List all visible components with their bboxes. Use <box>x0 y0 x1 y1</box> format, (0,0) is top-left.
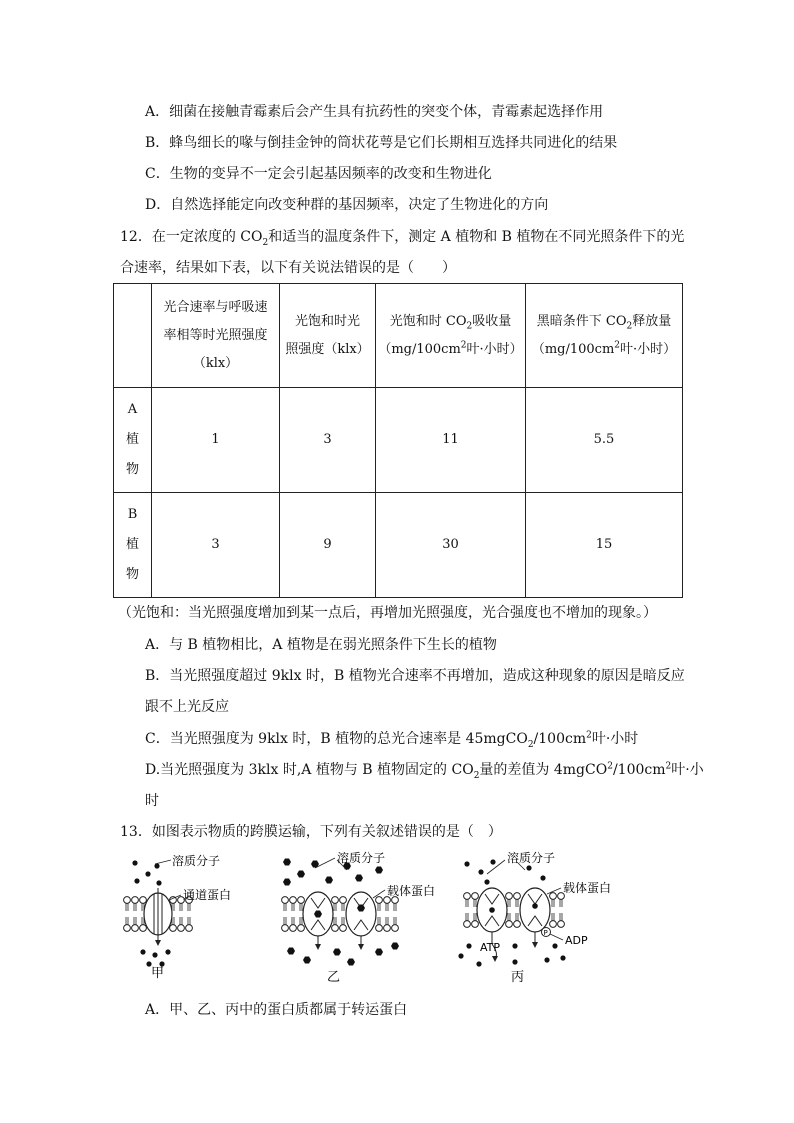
header-co2-absorption: 光饱和时 $CO_2$吸收量 （$mg/100cm^2$叶·小时） <box>376 284 526 388</box>
q12-stem-line1: 12．在一定浓度的 $CO_2$和适当的温度条件下，测定 A 植物和 B 植物在不同光照条件下的光 <box>120 229 685 248</box>
header-equal-rate-light: 光合速率与呼吸速 率相等时光照强度 （klx） <box>152 284 280 388</box>
caption-yi: 乙 <box>327 970 341 985</box>
table-header-row <box>114 284 683 388</box>
table-cell: 15 <box>526 493 683 598</box>
q12-stem-line2: 合速率，结果如下表，以下有关说法错误的是（ ） <box>120 260 456 276</box>
q12-option-d-line2: 时 <box>145 793 159 809</box>
panel-jia <box>124 853 231 981</box>
q12-option-d-line1: D.当光照强度为 3klx 时,A 植物与 B 植物固定的 $CO_2$量的差值为 $4mgCO^2/100cm^2$叶·小 <box>145 761 704 781</box>
label-carrier-protein-bing: 载体蛋白 <box>563 881 612 895</box>
q11-option-a: A．细菌在接触青霉素后会产生具有抗药性的突变个体，青霉素起选择作用 <box>145 104 604 120</box>
q11-option-b: B．蜂鸟细长的喙与倒挂金钟的筒状花萼是它们长期相互选择共同进化的结果 <box>145 135 618 151</box>
carrier-protein-right-yi <box>346 892 376 950</box>
channel-protein-shape <box>144 888 172 946</box>
table-row <box>114 388 683 493</box>
carrier-protein-left-yi <box>303 892 333 950</box>
table-cell: 5.5 <box>526 388 683 493</box>
header-saturation-light: 光饱和时光 照强度（klx） <box>280 284 376 388</box>
carrier-protein-left-bing <box>477 888 507 944</box>
panel-bing <box>458 850 611 985</box>
row-label-plant-a: A 植 物 <box>114 388 152 493</box>
label-solute-bing: 溶质分子 <box>507 851 556 865</box>
table-cell: 9 <box>280 493 376 598</box>
q11-option-c: C．生物的变异不一定会引起基因频率的改变和生物进化 <box>145 166 492 182</box>
table-row <box>114 493 683 598</box>
label-carrier-protein-yi: 载体蛋白 <box>387 884 436 898</box>
q12-data-table <box>113 283 683 598</box>
q12-option-b-line2: 跟不上光反应 <box>145 699 229 715</box>
panel-yi <box>282 850 435 985</box>
phosphate-label: P <box>543 929 548 937</box>
label-atp: ATP <box>480 941 501 954</box>
solute-molecules-yi <box>283 859 399 966</box>
caption-jia: 甲 <box>151 966 165 981</box>
q12-option-c: C．当光照强度为 9klx 时，B 植物的总光合速率是 $45mgCO_2/100cm^2$叶·小时 <box>145 730 639 750</box>
carrier-protein-right-bing <box>520 888 551 948</box>
table-cell: 1 <box>152 388 280 493</box>
membrane-yi <box>282 897 399 932</box>
q11-option-d: D．自然选择能定向改变种群的基因频率，决定了生物进化的方向 <box>145 197 549 213</box>
membrane-transport-diagram <box>115 848 635 993</box>
label-solute-jia: 溶质分子 <box>172 854 221 868</box>
table-cell: 11 <box>376 388 526 493</box>
q13-stem: 13．如图表示物质的跨膜运输，下列有关叙述错误的是（ ） <box>120 824 502 840</box>
q12-note: （光饱和：当光照强度增加到某一点后，再增加光照强度，光合强度也不增加的现象。） <box>118 605 657 621</box>
table-cell: 3 <box>280 388 376 493</box>
label-adp: ADP <box>565 934 588 947</box>
q12-option-b-line1: B．当光照强度超过 9klx 时，B 植物光合速率不再增加，造成这种现象的原因是暗反应 <box>145 668 685 684</box>
table-cell: 30 <box>376 493 526 598</box>
header-co2-release-dark: 黑暗条件下 $CO_2$释放量 （$mg/100cm^2$叶·小时） <box>526 284 683 388</box>
table-corner-cell <box>114 284 152 388</box>
q13-option-a: A．甲、乙、丙中的蛋白质都属于转运蛋白 <box>145 1002 408 1018</box>
q12-option-a: A．与 B 植物相比，A 植物是在弱光照条件下生长的植物 <box>145 637 497 653</box>
label-solute-yi: 溶质分子 <box>337 851 386 865</box>
label-channel-protein: 通道蛋白 <box>183 888 232 902</box>
caption-bing: 丙 <box>511 970 525 985</box>
table-cell: 3 <box>152 493 280 598</box>
row-label-plant-b: B 植 物 <box>114 493 152 598</box>
